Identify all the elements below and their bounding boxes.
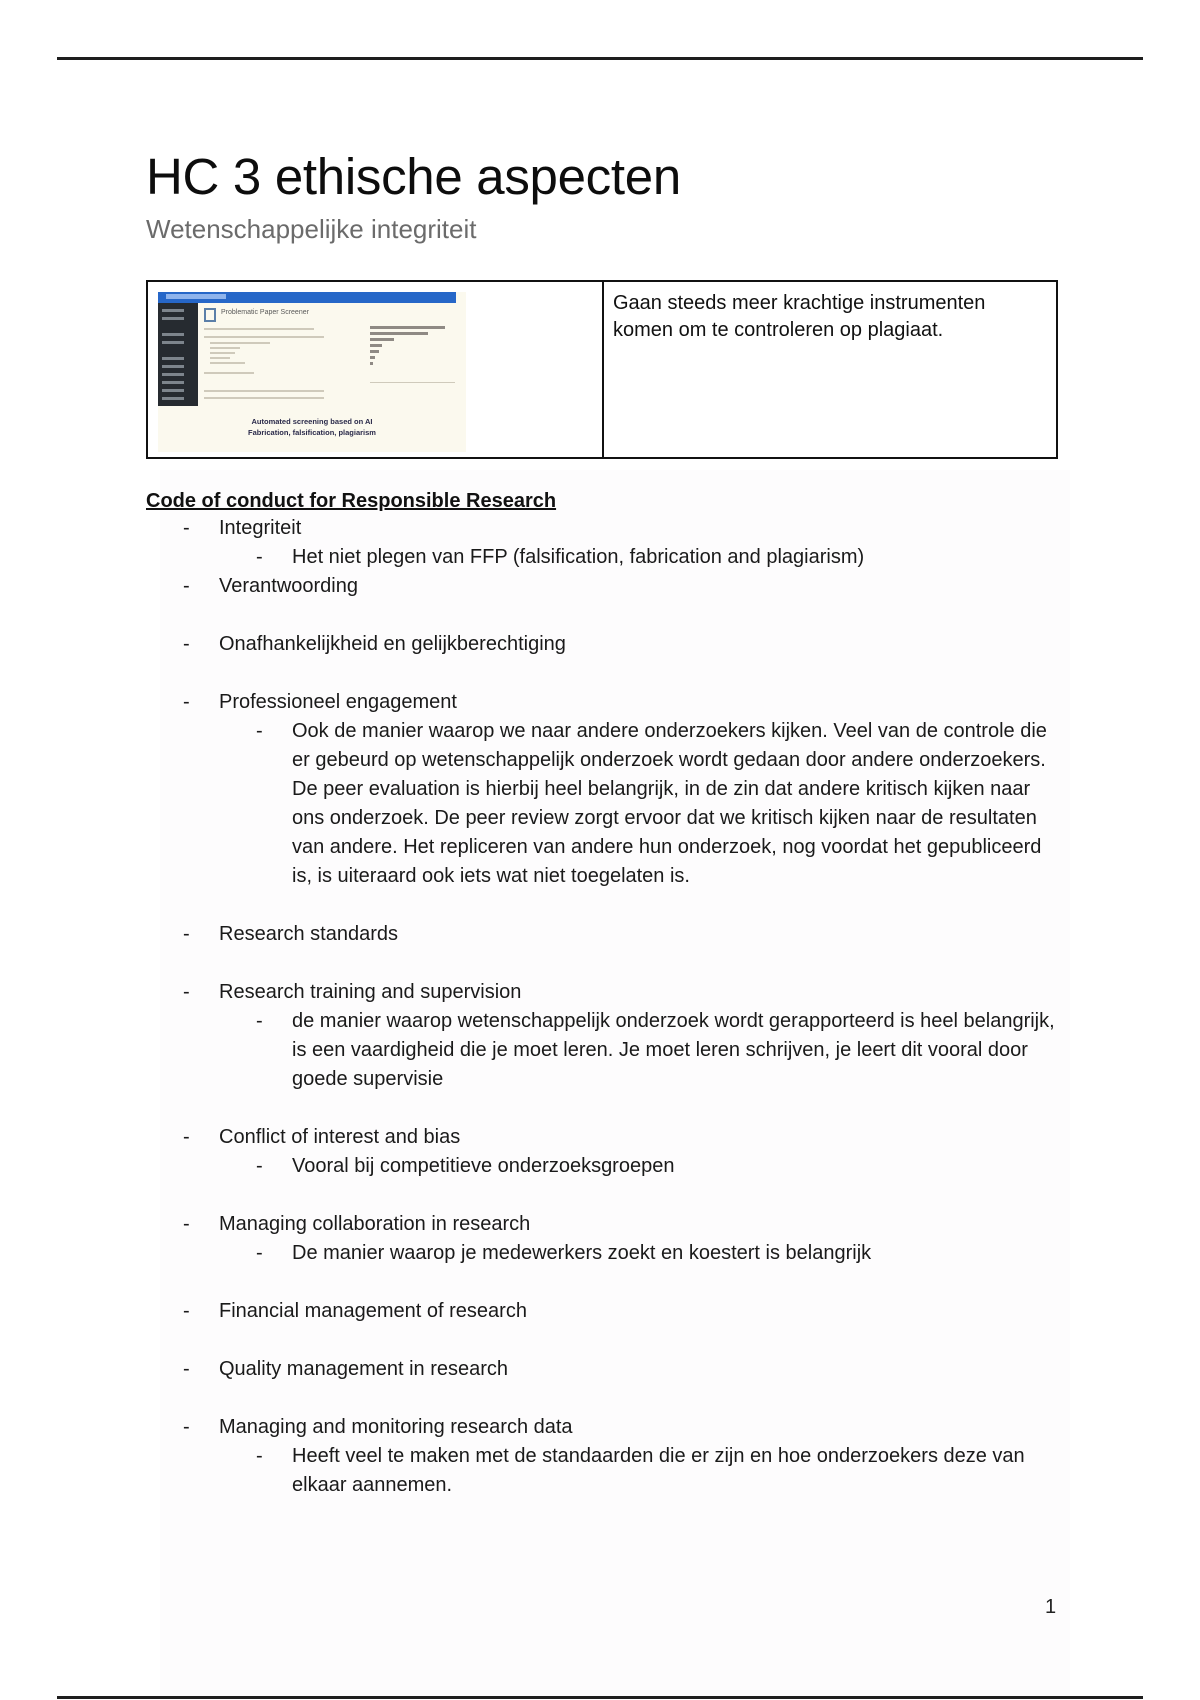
document-subtitle: Wetenschappelijke integriteit [146,214,477,244]
page-number: 1 [1045,1596,1057,1618]
list-item: - Managing and monitoring research data [146,1413,1066,1442]
sub-list-item: - De manier waarop je medewerkers zoekt en koestert is belangrijk [146,1239,1066,1268]
list-item: - Integriteit [146,514,1066,543]
list-item: - Professioneel engagement [146,688,1066,717]
screenshot-thumbnail [158,292,466,452]
footer-rule [57,1696,1143,1699]
bullet-dash: - [256,1155,263,1177]
bullet-dash: - [183,633,190,655]
list-item: - Managing collaboration in research [146,1210,1066,1239]
list-item: - Financial management of research [146,1297,1066,1326]
bullet-dash: - [183,517,190,539]
bullet-dash: - [183,1300,190,1322]
sub-list-item: - Heeft veel te maken met de standaarden die er zijn en hoe onderzoekers deze van elkaar aannemen. [146,1442,1066,1500]
sub-list-item: - de manier waarop wetenschappelijk onderzoek wordt gerapporteerd is heel belangrijk, is een vaardigheid die je moet leren. Je moet leren schrijven, je leert dit vooral door goede supervisie [146,1007,1066,1094]
document-title: HC 3 ethische aspecten [146,148,681,205]
thumbnail-app-title: Problematic Paper Screener [221,309,309,316]
list-item: - Quality management in research [146,1355,1066,1384]
thumbnail-titlebar [158,292,456,303]
list-item: - Verantwoording [146,572,1066,601]
section-heading: Code of conduct for Responsible Research [146,490,557,512]
bullet-dash: - [183,575,190,597]
text-cell: Gaan steeds meer krachtige instrumenten komen om te controleren op plagiaat. [613,292,986,341]
thumbnail-sidebar [158,303,198,406]
bullet-dash: - [183,691,190,713]
list-item: - Research training and supervision [146,978,1066,1007]
bullet-dash: - [183,1416,190,1438]
image-cell [148,282,604,457]
bullet-dash: - [183,1213,190,1235]
sub-list-item: - Ook de manier waarop we naar andere onderzoekers kijken. Veel van de controle die er gebeurd op wetenschappelijk onderzoek wordt gedaan door andere onderzoekers. De peer evaluation is hierbij heel belangrijk, in de zin dat andere kritisch kijken naar ons onderzoek. De peer review zorgt ervoor dat we kritisch kijken naar de resultaten van andere. Het repliceren van andere hun onderzoek, nog voordat het gepubliceerd is, is uiteraard ook iets wat niet toegelaten is. [146,717,1066,891]
bullet-dash: - [256,1010,263,1032]
thumbnail-logo-icon [204,308,216,322]
list-item: - Research standards [146,920,1066,949]
bullet-dash: - [183,1358,190,1380]
sub-list-item: - Het niet plegen van FFP (falsification, fabrication and plagiarism) [146,543,1066,572]
bullet-dash: - [256,1445,263,1467]
bullet-dash: - [183,981,190,1003]
code-of-conduct-section [146,488,1066,1500]
bullet-dash: - [256,720,263,742]
bullet-dash: - [183,923,190,945]
list-item: - Conflict of interest and bias [146,1123,1066,1152]
list-item: - Onafhankelijkheid en gelijkberechtiging [146,630,1066,659]
header-rule [57,57,1143,60]
media-table [146,280,1058,459]
bullet-dash: - [256,546,263,568]
thumbnail-caption: Automated screening based on AI Fabrication, falsification, plagiarism [248,417,376,437]
sub-list-item: - Vooral bij competitieve onderzoeksgroepen [146,1152,1066,1181]
bullet-dash: - [256,1242,263,1264]
bullet-dash: - [183,1126,190,1148]
